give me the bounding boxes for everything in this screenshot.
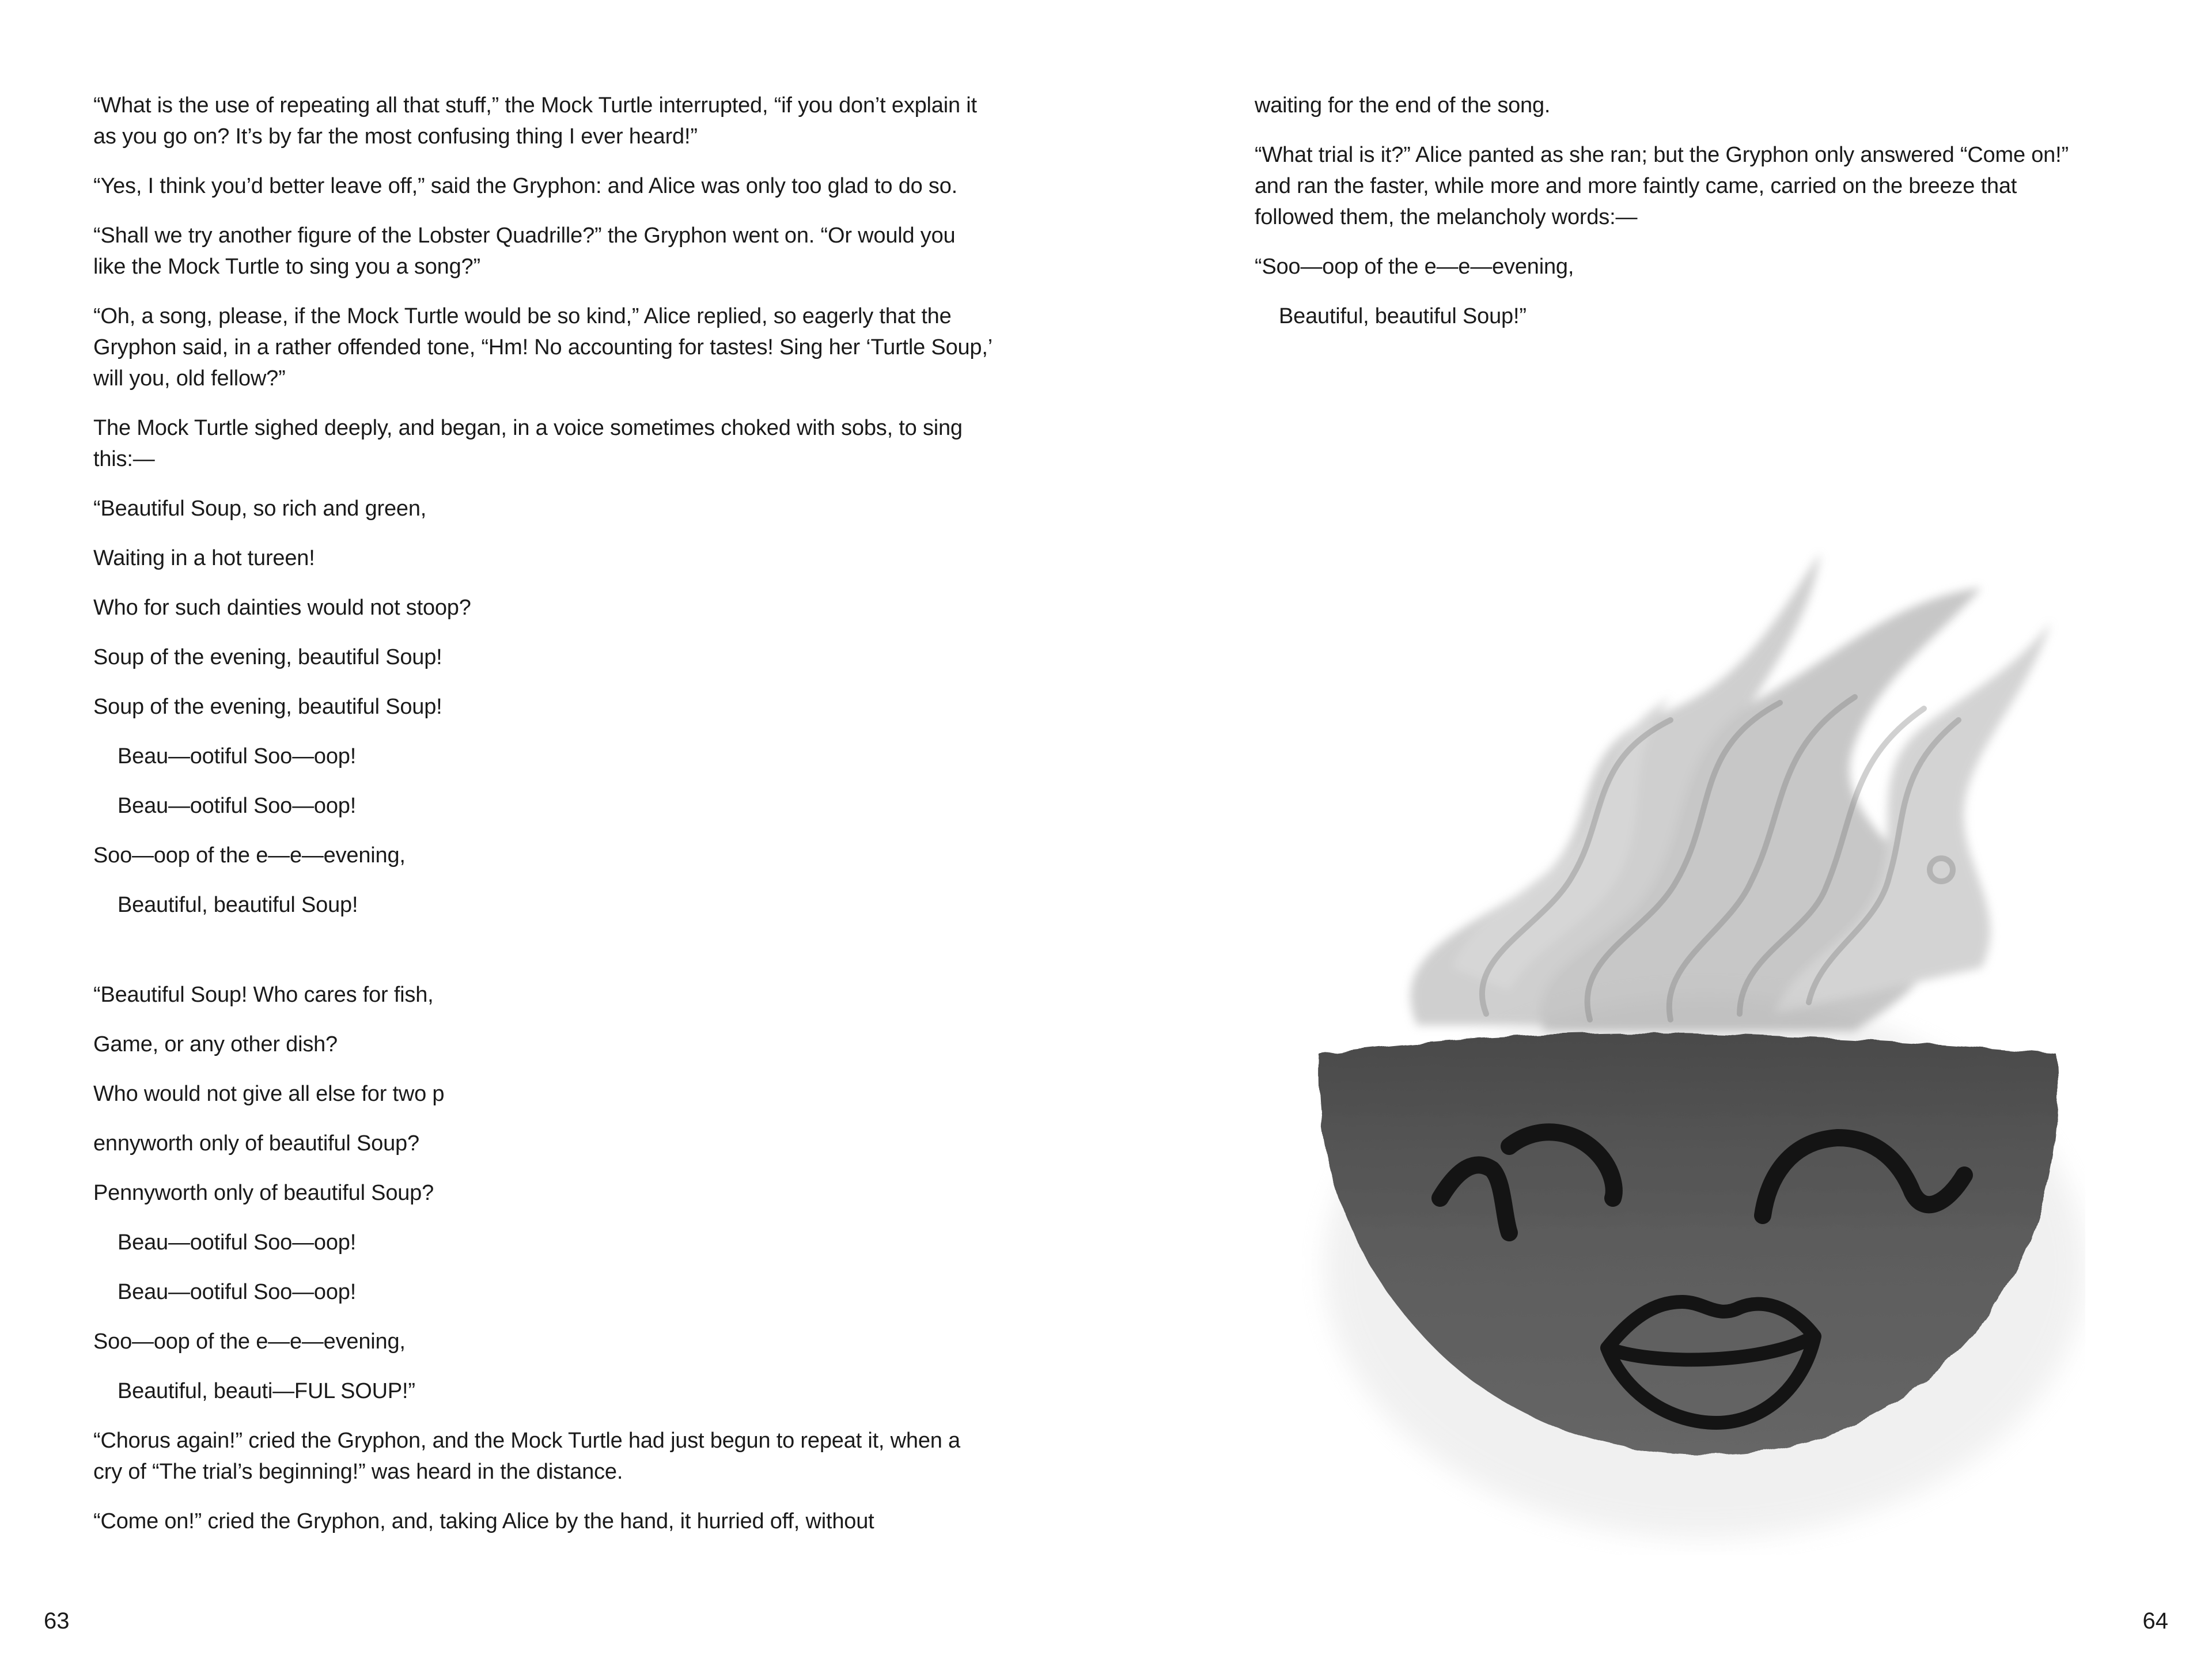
verse-line: “Beautiful Soup, so rich and green, bbox=[93, 497, 427, 521]
verse-line: Beautiful, beauti—FUL SOUP!” bbox=[118, 1379, 415, 1403]
verse-line: Beautiful, beautiful Soup! bbox=[118, 893, 358, 917]
verse-line: Beau—ootiful Soo—oop! bbox=[118, 1230, 357, 1255]
verse-line: Soo—oop of the e—e—evening, bbox=[93, 843, 406, 868]
page-number-left: 63 bbox=[44, 1608, 70, 1634]
verse-line: “Beautiful Soup! Who cares for fish, bbox=[93, 983, 434, 1007]
paragraph: “What trial is it?” Alice panted as she ran; but the Gryphon only answered “Come on!” and ran the faster, while more and more faintly came, carried on the breeze that followed them, the melancholy words:— bbox=[1255, 143, 2069, 229]
verse-line: Soup of the evening, beautiful Soup! bbox=[93, 645, 442, 669]
paragraph: “Come on!” cried the Gryphon, and, taking Alice by the hand, it hurried off, without bbox=[93, 1509, 874, 1533]
verse-line: Who for such dainties would not stoop? bbox=[93, 596, 471, 620]
verse-line: Soup of the evening, beautiful Soup! bbox=[93, 695, 442, 719]
paragraph: “What is the use of repeating all that stuff,” the Mock Turtle interrupted, “if you don’t explain it as you go on? It’s by far the most confusing thing I ever heard!” bbox=[93, 93, 977, 149]
verse-line: Beau—ootiful Soo—oop! bbox=[118, 794, 357, 818]
paragraph: waiting for the end of the song. bbox=[1255, 93, 1551, 118]
page-number-right: 64 bbox=[2142, 1608, 2168, 1634]
paragraph: “Yes, I think you’d better leave off,” said the Gryphon: and Alice was only too glad to do so. bbox=[93, 174, 958, 198]
verse-line: Game, or any other dish? bbox=[93, 1032, 338, 1056]
smiling-soup-bowl-icon bbox=[1302, 449, 2085, 1555]
verse-line: Waiting in a hot tureen! bbox=[93, 546, 315, 570]
verse-line: Soo—oop of the e—e—evening, bbox=[93, 1330, 406, 1354]
verse-line: “Soo—oop of the e—e—evening, bbox=[1255, 255, 1574, 279]
paragraph: The Mock Turtle sighed deeply, and began, in a voice sometimes choked with sobs, to sing this:— bbox=[93, 416, 963, 471]
verse-line: Beau—ootiful Soo—oop! bbox=[118, 744, 357, 768]
verse-line: Beautiful, beautiful Soup!” bbox=[1279, 304, 1527, 328]
stanza-gap bbox=[93, 939, 992, 979]
verse-line: Pennyworth only of beautiful Soup? bbox=[93, 1181, 434, 1205]
verse-line: Beau—ootiful Soo—oop! bbox=[118, 1280, 357, 1304]
paragraph: “Oh, a song, please, if the Mock Turtle would be so kind,” Alice replied, so eagerly that the Gryphon said, in a rather offended tone, “Hm! No accounting for tastes! Sing her ‘Turtle Soup,’ will you, old fellow?” bbox=[93, 304, 992, 391]
steam bbox=[1411, 553, 2051, 1031]
paragraph: “Shall we try another figure of the Lobster Quadrille?” the Gryphon went on. “Or would you like the Mock Turtle to sing you a song?” bbox=[93, 224, 956, 279]
right-page bbox=[1106, 0, 2212, 1659]
right-page-text bbox=[1255, 90, 2101, 350]
paragraph: “Chorus again!” cried the Gryphon, and the Mock Turtle had just begun to repeat it, when a cry of “The trial’s beginning!” was heard in the distance. bbox=[93, 1429, 960, 1484]
left-page-text bbox=[93, 90, 992, 1555]
verse-line: ennyworth only of beautiful Soup? bbox=[93, 1131, 419, 1156]
verse-line: Who would not give all else for two p bbox=[93, 1082, 445, 1106]
